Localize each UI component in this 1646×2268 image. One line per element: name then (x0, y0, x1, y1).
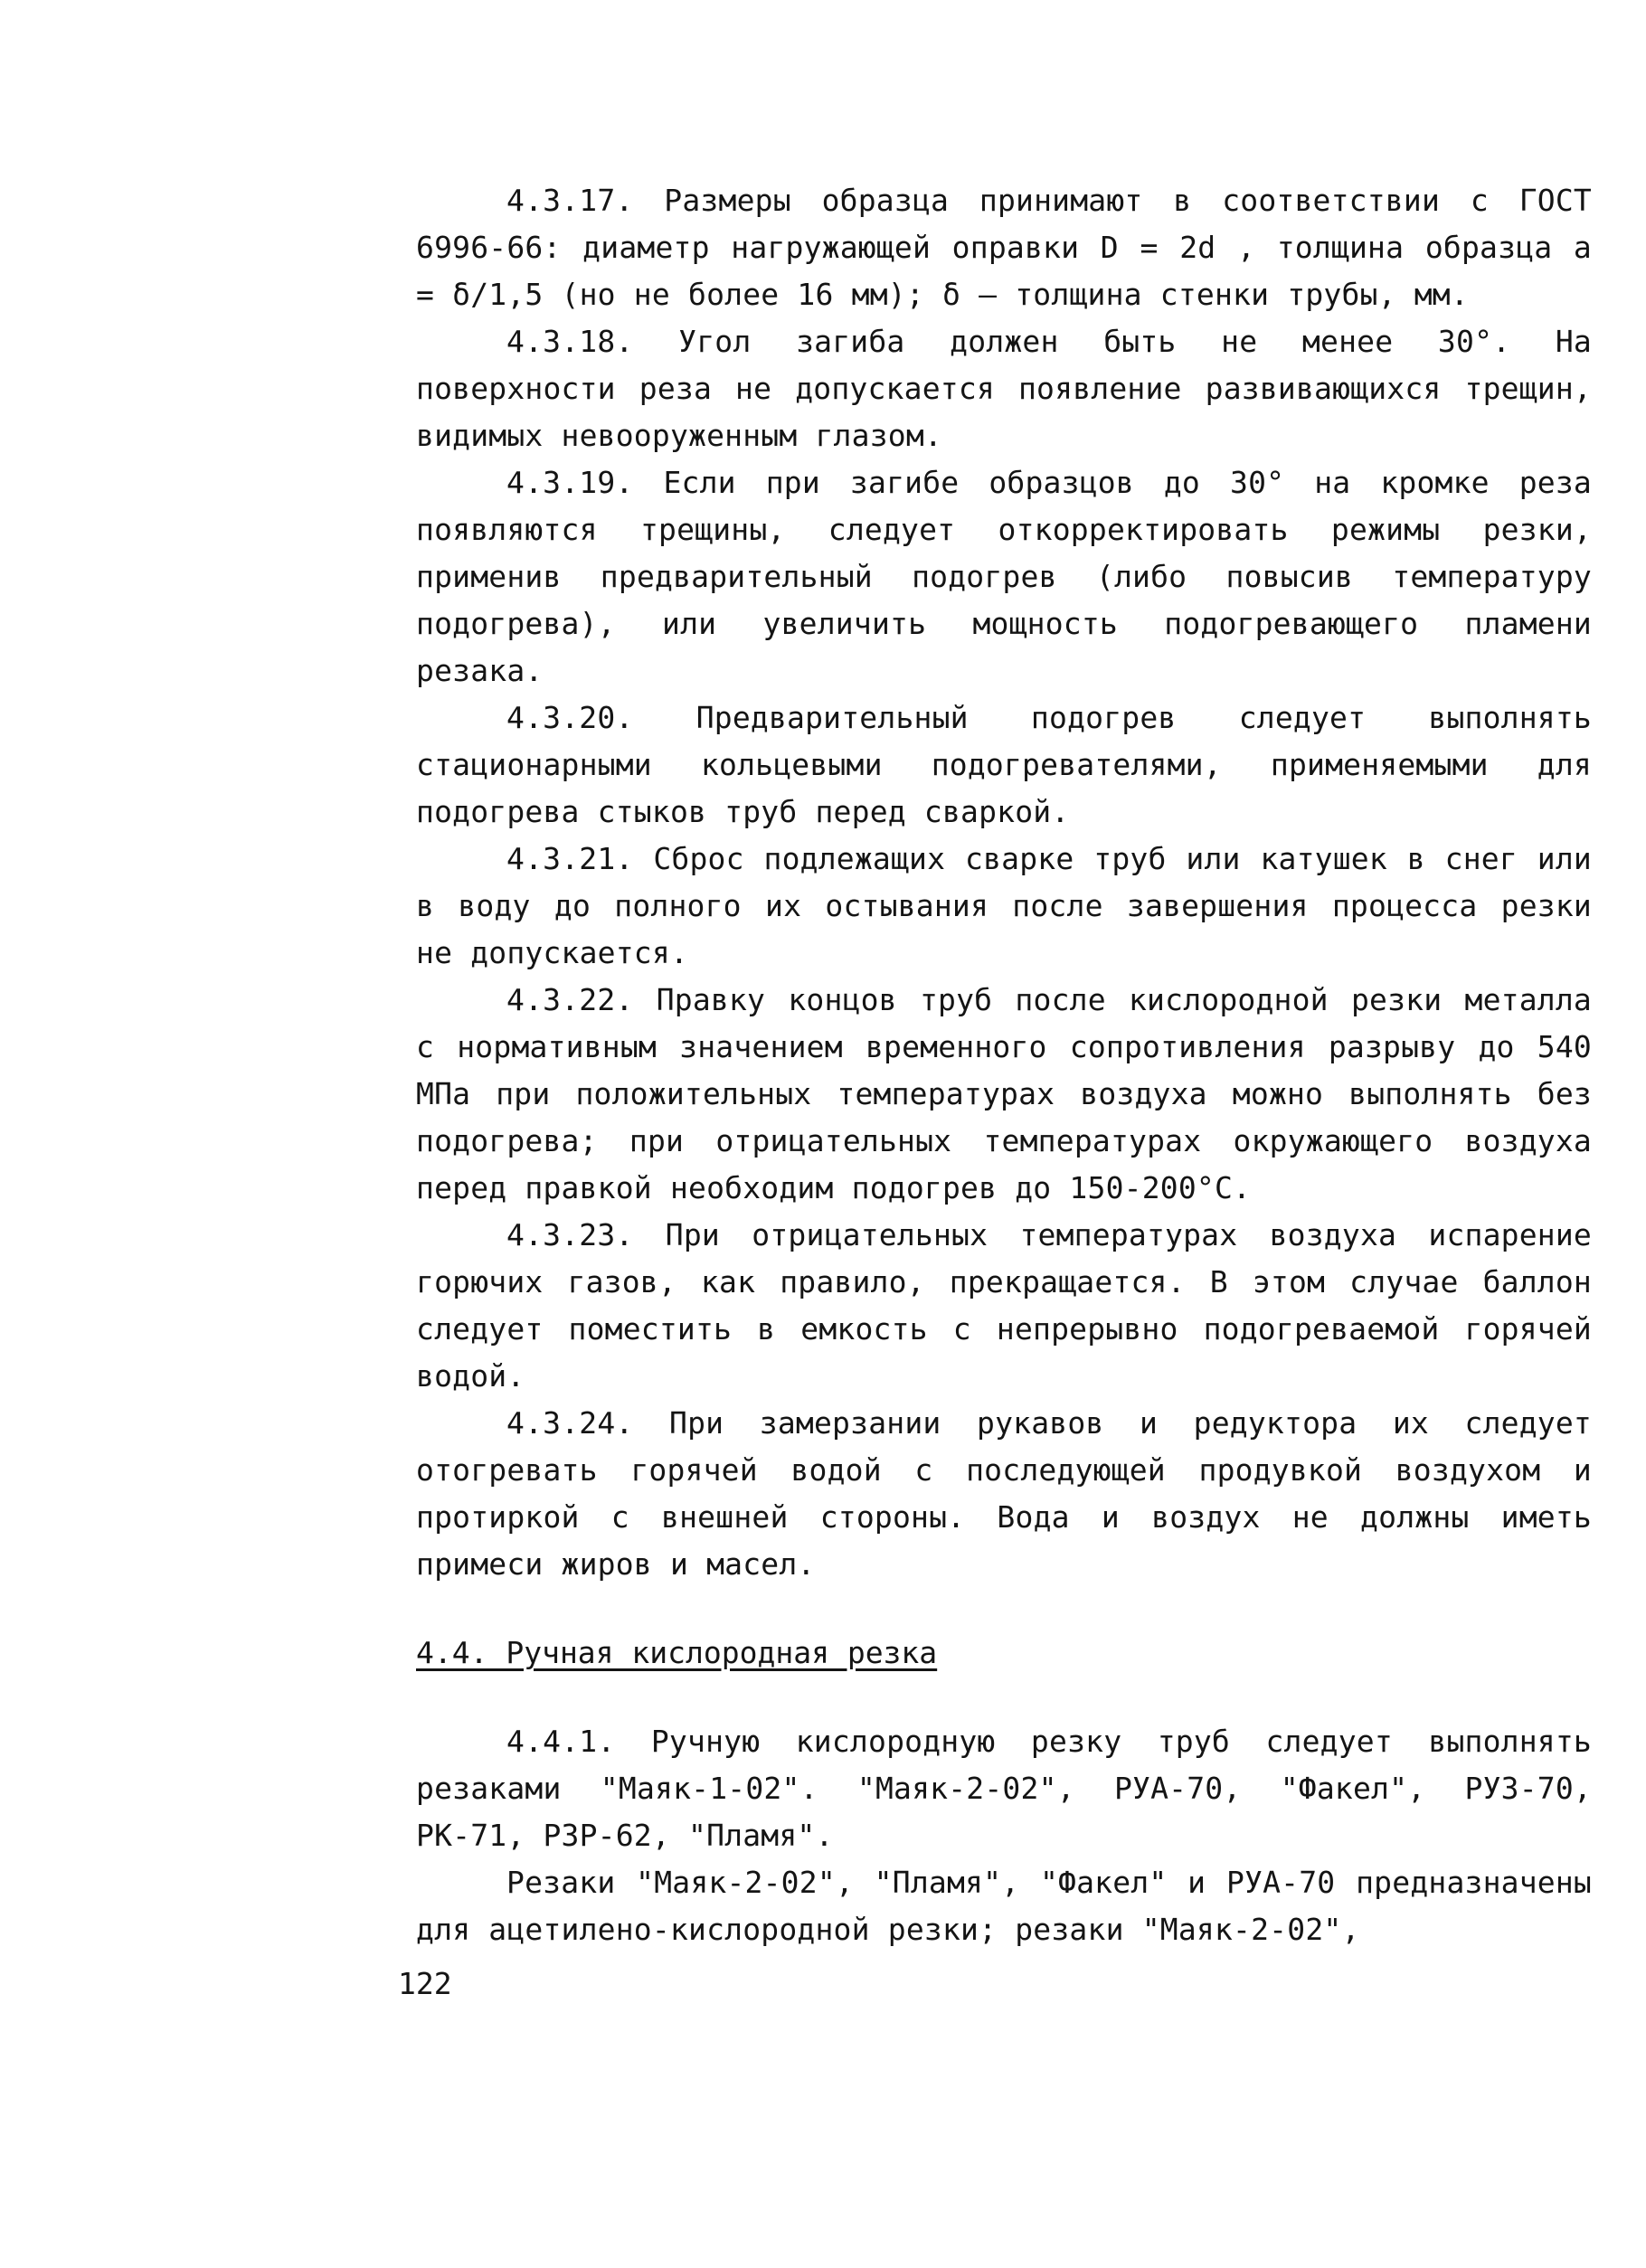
paragraph-cutters: Резаки "Маяк-2-02", "Пламя", "Факел" и РУА-70 предназначены для ацетилено-кислородной резки; резаки "Маяк-2-02", (416, 1865, 1592, 1947)
paragraph-4-3-18: 4.3.18. Угол загиба должен быть не менее 30°. На поверхности реза не допускается появление развивающихся трещин, видимых невооруженным глазом. (416, 324, 1592, 453)
paragraph-4-3-22: 4.3.22. Правку концов труб после кислородной резки металла с нормативным значением временного сопротивления разрыву до 540 МПа при положительных температурах воздуха можно выполнять без подогрева; при отрицательных температурах окружающего воздуха перед правкой необходим подогрев до 150-200°С. (416, 982, 1592, 1205)
page-number: 122 (398, 1966, 452, 2001)
document-page (416, 177, 1592, 1953)
paragraph-4-3-21: 4.3.21. Сброс подлежащих сварке труб или катушек в снег или в воду до полного их остывания после завершения процесса резки не допускается. (416, 841, 1592, 970)
paragraph-4-3-20: 4.3.20. Предварительный подогрев следует выполнять стационарными кольцевыми подогревателями, применяемыми для подогрева стыков труб перед сваркой. (416, 700, 1592, 829)
paragraph-4-3-19: 4.3.19. Если при загибе образцов до 30° на кромке реза появляются трещины, следует откорректировать режимы резки, применив предварительный подогрев (либо повысив температуру подогрева), или увеличить мощность подогревающего пламени резака. (416, 465, 1592, 688)
section-heading: 4.4. Ручная кислородная резка (416, 1635, 938, 1670)
paragraph-4-3-23: 4.3.23. При отрицательных температурах воздуха испарение горючих газов, как правило, прекращается. В этом случае баллон следует поместить в емкость с непрерывно подогреваемой горячей водой. (416, 1217, 1592, 1394)
paragraph-4-3-17: 4.3.17. Размеры образца принимают в соответствии с ГОСТ 6996-66: диаметр нагружающей оправки D = 2d , толщина образца a = δ/1,5 (но не более 16 мм); δ – толщина стенки трубы, мм. (416, 183, 1592, 312)
paragraph-4-3-24: 4.3.24. При замерзании рукавов и редуктора их следует отогревать горячей водой с последующей продувкой воздухом и протиркой с внешней стороны. Вода и воздух не должны иметь примеси жиров и масел. (416, 1405, 1592, 1582)
paragraph-4-4-1: 4.4.1. Ручную кислородную резку труб следует выполнять резаками "Маяк-1-02". "Маяк-2-02", РУА-70, "Факел", РУЗ-70, РК-71, РЗР-62, "Пламя". (416, 1724, 1592, 1853)
